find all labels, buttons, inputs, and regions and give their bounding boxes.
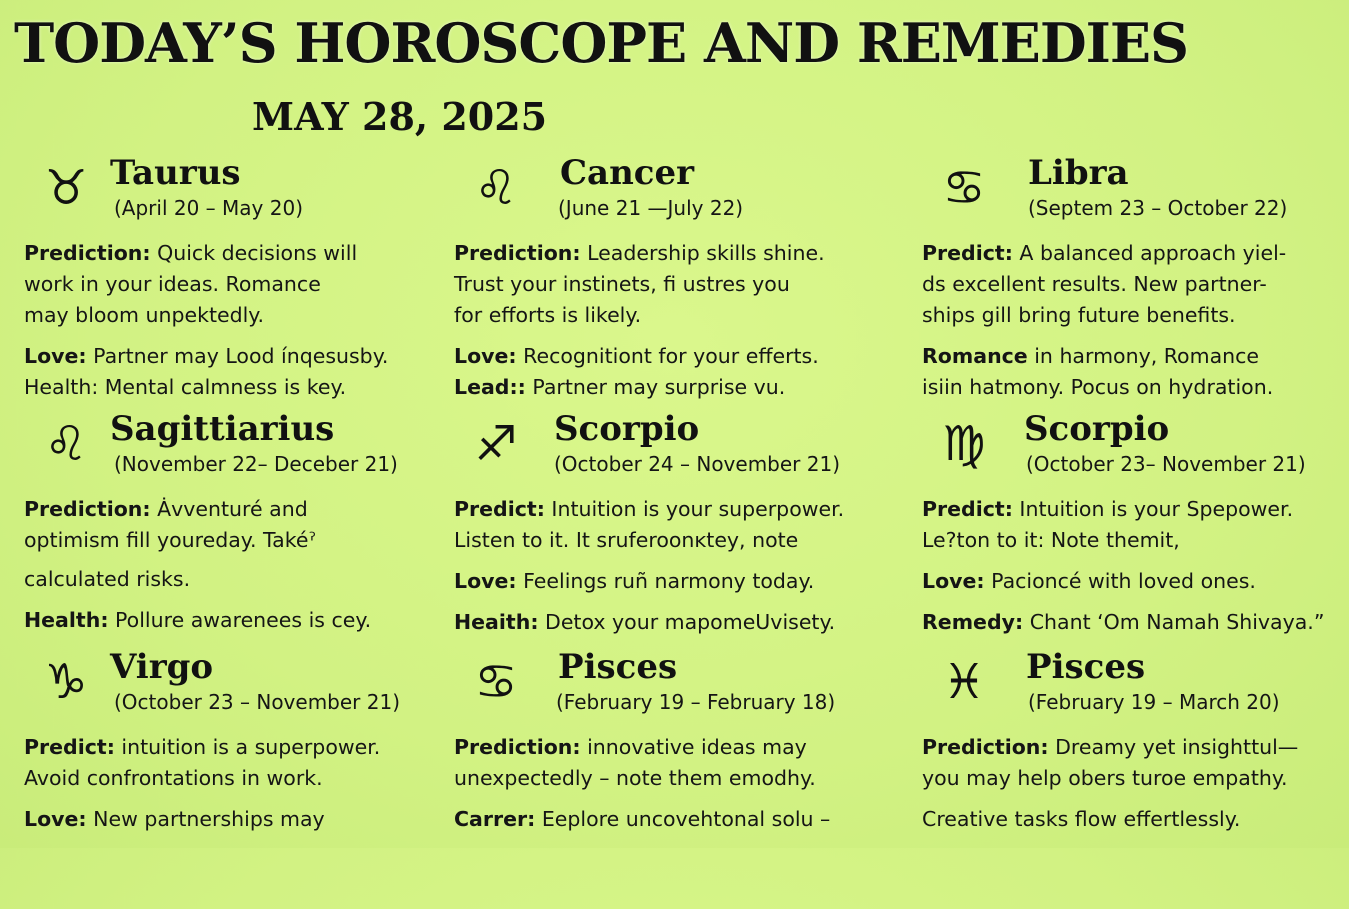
romance-label: Romance (922, 344, 1028, 368)
love-text: Love: New partnerships may (24, 807, 325, 831)
prediction-label: Prediction: (922, 735, 1049, 759)
predict-label: Predict: (454, 497, 545, 521)
sign-card-sagittiarius (24, 409, 444, 671)
sign-date-range: (February 19 – March 20) (1028, 690, 1280, 714)
sign-card-cancer (454, 153, 874, 415)
sign-date-range: (February 19 – February 18) (556, 690, 836, 714)
sign-card-pisces-2 (922, 647, 1342, 909)
sign-name: Pisces (558, 647, 678, 687)
sign-name: Sagittiarius (110, 409, 335, 449)
prediction-label: Prediction: (24, 241, 151, 265)
romance-text: Romance in harmony, Romance isiin hatmony. Pocus on hydration. (922, 344, 1274, 399)
sign-name: Taurus (110, 153, 241, 193)
sign-card-taurus (24, 153, 444, 415)
career-text: Carrer: Eeplore uncovehtonal solu – (454, 807, 831, 831)
virgo-icon: ♍ (942, 416, 986, 472)
cancer-icon: ♋ (942, 160, 986, 216)
health-label: Health: (24, 608, 109, 632)
prediction-text: Predict: Intuition is your superpower. Listen to it. It sruferoonᴋtey, note (454, 497, 845, 552)
sign-name: Libra (1028, 153, 1129, 193)
leo-icon: ♌ (44, 416, 88, 472)
leo-icon: ♌ (474, 160, 518, 216)
love-label: Love: (922, 569, 985, 593)
sign-name: Pisces (1026, 647, 1146, 687)
love-text: Love: Feelings ruñ narmony today. (454, 569, 815, 593)
health-label: Heaith: (454, 610, 539, 634)
love-text: Love: Recognitiont for your efferts. Lead:: Partner may surprise vu. (454, 344, 819, 399)
page-date: MAY 28, 2025 (252, 94, 548, 139)
sign-date-range: (October 24 – November 21) (554, 452, 841, 476)
sign-name: Scorpio (554, 409, 700, 449)
sign-card-scorpio-2 (922, 409, 1342, 671)
sign-card-libra (922, 153, 1342, 415)
sign-date-range: (October 23– November 21) (1026, 452, 1306, 476)
creative-text: Creative tasks flow effertlessly. (922, 807, 1241, 831)
predict-label: Predict: (24, 735, 115, 759)
love-label: Love: (24, 807, 87, 831)
sign-date-range: (November 22– Deceber 21) (114, 452, 398, 476)
love-label: Love: (454, 569, 517, 593)
sign-date-range: (April 20 – May 20) (114, 196, 303, 220)
remedy-text: Remedy: Chant ‘Om Namah Shivaya.” (922, 610, 1325, 634)
sign-card-virgo (24, 647, 444, 909)
prediction-text: Prediction: innovative ideas may unexpectedly – note them emodhy. (454, 735, 816, 790)
love-label: Love: (454, 344, 517, 368)
health-text: Heaith: Detox your mapomeUvisety. (454, 610, 836, 634)
sagittarius-icon: ♐ (474, 416, 518, 472)
sign-card-scorpio (454, 409, 874, 671)
love-label: Love: (24, 344, 87, 368)
pisces-icon: ♓ (942, 654, 986, 710)
career-label: Carrer: (454, 807, 536, 831)
love-text: Love: Pacioncé with loved ones. (922, 569, 1256, 593)
page-title: TODAY’S HOROSCOPE AND REMEDIES (14, 11, 1189, 75)
capricorn-icon: ♑ (44, 654, 88, 710)
prediction-label: Prediction: (24, 497, 151, 521)
health-text: Health: Pollure awarenees is cey. (24, 608, 372, 632)
prediction-text: Predict: Intuition is your Spepower. Le?ton to it: Note themit, (922, 497, 1294, 552)
sign-date-range: (Septem 23 – October 22) (1028, 196, 1288, 220)
sign-card-pisces (454, 647, 874, 909)
prediction-text: Prediction: Dreamy yet insighttul— you may help obers turoe empathy. (922, 735, 1299, 790)
remedy-label: Remedy: (922, 610, 1024, 634)
prediction-label: Prediction: (454, 735, 581, 759)
sign-name: Virgo (110, 647, 214, 687)
love-text: Love: Partner may Lood ínqesusby. Health: Mental calmness is key. (24, 344, 389, 399)
taurus-icon: ♉ (44, 160, 88, 216)
prediction-text: Predict: A balanced approach yiel- ds excellent results. New partner- ships gill bring future benefits. (922, 241, 1287, 327)
prediction-label: Predict: (922, 241, 1013, 265)
prediction-label: Prediction: (454, 241, 581, 265)
prediction-text: Predict: intuition is a superpower. Avoid confrontations in work. (24, 735, 381, 790)
sign-date-range: (June 21 —July 22) (558, 196, 744, 220)
prediction-text: Prediction: Ȧvventuré and optimism fill youreday. Takéˀ calculated risks. (24, 497, 317, 591)
prediction-text: Prediction: Quick decisions will work in your ideas. Romance may bloom unpektedly. (24, 241, 358, 327)
cancer-icon: ♋ (474, 654, 518, 710)
sign-name: Cancer (560, 153, 695, 193)
sign-name: Scorpio (1024, 409, 1170, 449)
predict-label: Predict: (922, 497, 1013, 521)
lead-label: Lead:: (454, 375, 526, 399)
prediction-text: Prediction: Leadership skills shine. Trust your instinets, fi ustres you for efforts is likely. (454, 241, 825, 327)
sign-date-range: (October 23 – November 21) (114, 690, 401, 714)
